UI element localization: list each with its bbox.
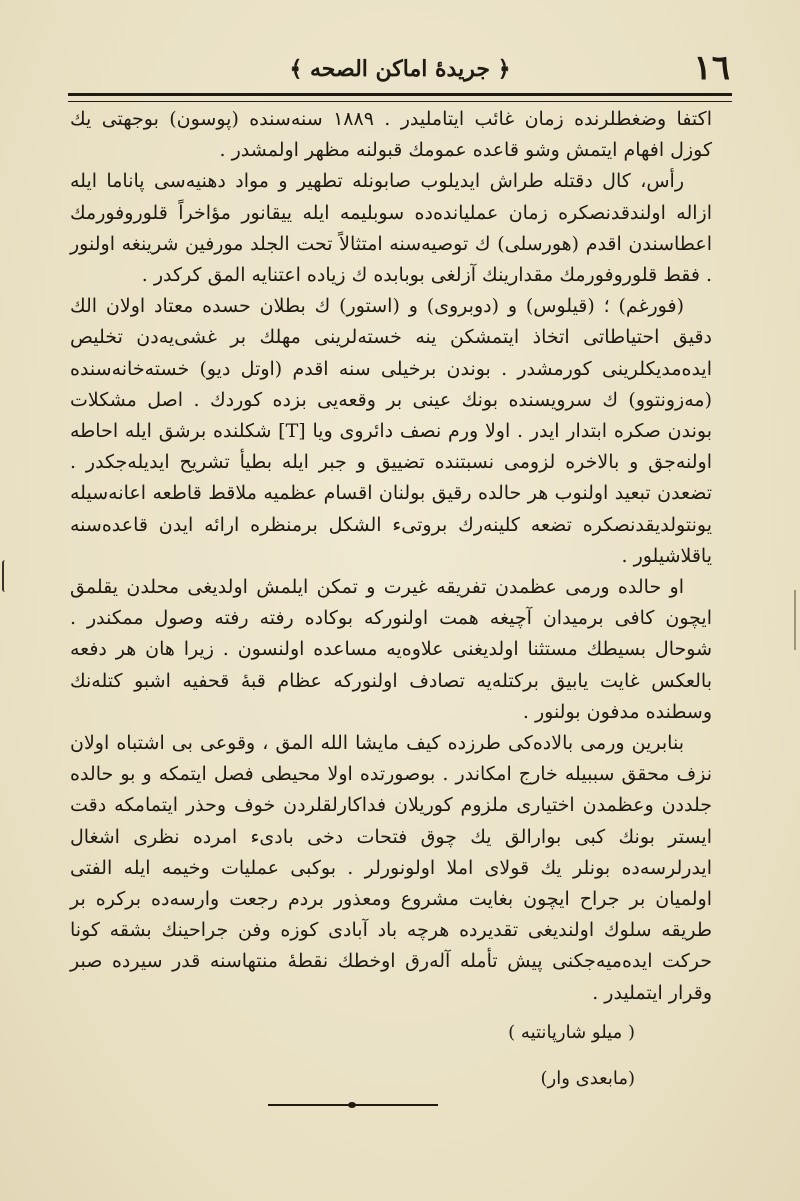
page-edge-shadow (790, 590, 796, 650)
page-edge-mark (2, 560, 10, 592)
running-title: ﴿ جريدهٔ اماكن الصحه ﴾ (289, 56, 511, 82)
paragraph: (فورغم) ؛ (قيلوس) و (دوبروی) و (استور) ك بطلان حسده معتاد اولان الك دقيق احتياطاتی اتخاذ ايتمشكن ينه خسته‌لرينی مهلك بر غشی‌يه‌دن تخليص ايده‌مديكلرينی كورمشدر . بوندن برخيلی سنه اقدم (اوتل ديو) خسته‌خانه‌سنده (مه‌زونتوو) ك سرويسنده بونك عينی بر وقعه‌يی بزده كوردك . اصل مشكلات بوندن صكره ابتدار ايدر . اولا ورم نصف دائروی ويا [T] شكلنده برشق ايله احاطه اولنه‌جق و بالاخره لزومی نسبتنده تضييق و جبر ايله بطيأ تشريح ايديله‌جكدر . تضعدن تبعيد اولنوب هر حالده رقيق بولنان اقسام عظميه ملاقط قاطعه اعانه‌سيله يونتولديقدنصكره تضعه كلينه‌رك بروتیء الشكل برمنظره ارائه ايدن قاعده‌سنه ياقلاشيلور . (70, 295, 712, 567)
paragraph: او حالده ورمی عظمدن تفريقه غيرت و تمكن ايلمش اولديغی محلدن يقلمق ايچون كافی برميدان آچيغه همت اولنوركه بوكاده رفته رفته وصول ممكندر . شوحال بسيطك مستثنا اولديغنی علاوه‌يه مساعده اولنسون . زيرا هان هر دفعه بالعكس غايت يابيق بركتله‌يه تصادف اولنوركه عظام قبهٔ قحفيه اشبو كتله‌نك وسطنده مدفون بولنور . (70, 576, 712, 723)
continued-note: (مابعدی وار) (540, 1068, 635, 1089)
header-rule (68, 93, 732, 102)
author-signature: ( ميلو شارپانتيه ) (508, 1022, 635, 1043)
paragraph: رأس، كال دقتله طراش ايديلوب صابونله تطهير و مواد دهنيه‌سی پاناما ايله ازاله اولندقدنصكره زمان عمليانده‌ده سوبليمه ايله ييقانور مؤاخراً قلوروفورمك اعطاسندن اقدم (هورسلی) ك توصيه‌سنه امتثالاً تحت الجلد مورفين شرينغه اولنور . فقط قلوروفورمك مقدارينك آزلغی بوبابده ك زياده اعتنايه المق كركدر . (70, 170, 712, 287)
end-rule-dot (348, 1102, 356, 1108)
paragraph: بنابرين ورمی بالاده‌كی طرزده كيف مايشا الله المق ، وقوعی بی اشتباه اولان نزف محقق سببيله خارج امكاندر . بوصورتده اولا محيطی فصل ايتمكه و بو حالده جلددن وعظمدن اختياری ملزوم كوريلان فداكارلقلردن خوف وحذر ايتمامكه دقت ايستر بونك كبی بوارالق يك چوق فتحات دخی بادیء امرده نظری اشغال ايدرلرسه‌ده بونلر يك قولای املا اولونورلر . بوكبی عمليات وخيمه ايله الفتی اولميان بر جراح ايچون بغايت مشروع ومعذور بردم رجعت وارسه‌ده بركره بر طريقه سلوك اولنديغی تقديرده هرچه باد آبادی كوزه وفن جراحينك بشقه كونا حركت ايده‌ميه‌جكنی پيش تأمله آله‌رق اوخطك نقطهٔ منتهاسنه قدر سيرده صبر وقرار ايتمليدر . (70, 732, 712, 1004)
end-rule-ornament (268, 1102, 438, 1108)
page-header (70, 48, 730, 92)
page-number: ١٦ (693, 48, 730, 88)
article-body (70, 104, 712, 1009)
paragraph: اكتفا وضغطلرنده زمان غائب ايتامليدر . ١٨٨٩ سنه‌سنده (پوسون) بوجهتی يك كوزل افهام ايتمش وشو قاعده عمومك قبولنه مظهر اولمشدر . (70, 108, 712, 162)
